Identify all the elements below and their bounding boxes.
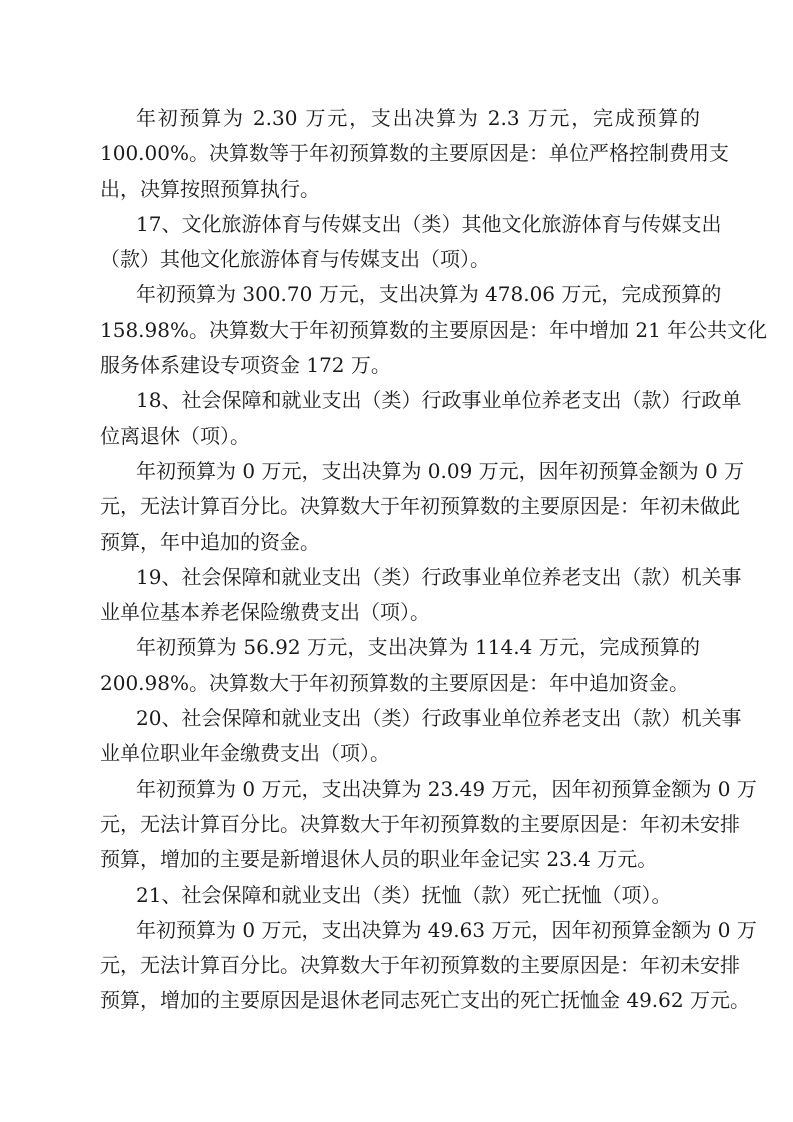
text-line: 服务体系建设专项资金 172 万。 xyxy=(100,353,391,378)
text-line: 元，无法计算百分比。决算数大于年初预算数的主要原因是：年初未安排 xyxy=(100,953,740,978)
paragraph xyxy=(100,207,722,278)
text-line: 200.98%。决算数大于年初预算数的主要原因是：年中追加资金。 xyxy=(100,670,689,695)
text-line: 100.00%。决算数等于年初预算数的主要原因是：单位严格控制费用支 xyxy=(100,141,729,166)
text-line: 19、社会保障和就业支出（类）行政事业单位养老支出（款）机关事 xyxy=(136,564,742,589)
text-line: 预算，增加的主要是新增退休人员的职业年金记实 23.4 万元。 xyxy=(100,847,658,872)
text-line: （款）其他文化旅游体育与传媒支出（项）。 xyxy=(100,247,490,272)
paragraph xyxy=(100,383,742,454)
text-line: 年初预算为 300.70 万元，支出决算为 478.06 万元，完成预算的 xyxy=(136,282,722,307)
text-line: 业单位基本养老保险缴费支出（项）。 xyxy=(100,600,430,625)
document-body xyxy=(100,101,768,1019)
text-line: 预算，年中追加的资金。 xyxy=(100,529,320,554)
text-line: 位离退休（项）。 xyxy=(100,423,250,448)
text-line: 17、文化旅游体育与传媒支出（类）其他文化旅游体育与传媒支出 xyxy=(136,211,722,236)
paragraph xyxy=(100,101,729,207)
paragraph xyxy=(100,772,757,878)
paragraph xyxy=(100,454,745,560)
text-line: 年初预算为 56.92 万元，支出决算为 114.4 万元，完成预算的 xyxy=(136,635,700,660)
text-line: 元，无法计算百分比。决算数大于年初预算数的主要原因是：年初未做此 xyxy=(100,494,740,519)
paragraph xyxy=(100,630,700,701)
text-line: 158.98%。决算数大于年初预算数的主要原因是：年中增加 21 年公共文化 xyxy=(100,317,768,342)
text-line: 20、社会保障和就业支出（类）行政事业单位养老支出（款）机关事 xyxy=(136,706,742,731)
text-line: 21、社会保障和就业支出（类）抚恤（款）死亡抚恤（项）。 xyxy=(136,882,672,907)
paragraph xyxy=(100,701,742,772)
paragraph xyxy=(100,878,700,913)
text-line: 年初预算为 0 万元，支出决算为 23.49 万元，因年初预算金额为 0 万 xyxy=(136,776,757,801)
text-line: 年初预算为 2.30 万元，支出决算为 2.3 万元，完成预算的 xyxy=(136,106,700,130)
text-line: 年初预算为 0 万元，支出决算为 49.63 万元，因年初预算金额为 0 万 xyxy=(136,917,757,942)
text-line: 18、社会保障和就业支出（类）行政事业单位养老支出（款）行政单 xyxy=(136,388,742,413)
paragraph xyxy=(100,277,768,383)
paragraph xyxy=(100,913,757,1019)
text-line: 元，无法计算百分比。决算数大于年初预算数的主要原因是：年初未安排 xyxy=(100,811,740,836)
text-line: 业单位职业年金缴费支出（项）。 xyxy=(100,741,390,766)
paragraph xyxy=(100,560,742,631)
text-line: 预算，增加的主要原因是退休老同志死亡支出的死亡抚恤金 49.62 万元。 xyxy=(100,988,750,1013)
text-line: 年初预算为 0 万元，支出决算为 0.09 万元，因年初预算金额为 0 万 xyxy=(136,458,745,483)
text-line: 出，决算按照预算执行。 xyxy=(100,176,320,201)
